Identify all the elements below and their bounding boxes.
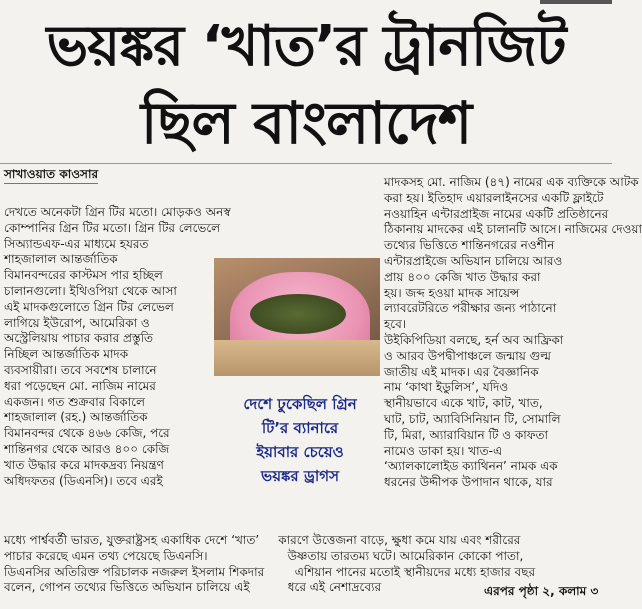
- left-column-line: খাত উদ্ধার করে মাদকদ্রব্য নিয়ন্ত্রণ: [4, 457, 164, 472]
- pull-quote: [220, 392, 380, 488]
- bottom-line: ডিএনসির অতিরিক্ত পরিচালক নজরুল ইসলাম শিকদার এশিয়ান পানের মতোই স্থানীয়দের মধ্যে হাজার বছর: [4, 564, 536, 579]
- left-column-line: বিমানবন্দর থেকে ৪৬৬ কেজি, পরে: [4, 426, 170, 441]
- bottom-line: মধ্যে পার্শ্ববর্তী ভারত, যুক্তরাষ্ট্রসহ একাধিক দেশে ‘খাত’ কারণে উত্তেজনা বাড়ে, ক্ষুধা কমে যায় এবং শরীরের: [4, 533, 521, 547]
- headline-line-2: ছিল বাংলাদেশ: [140, 89, 472, 157]
- right-column-line: হবে।: [384, 317, 407, 332]
- left-column-line: অধিদফতর (ডিএনসি)। তবে এরই: [4, 473, 163, 488]
- seized-drugs-photo: [214, 258, 380, 376]
- headline-divider: [0, 163, 612, 164]
- left-column-line: ধরা পড়েছেন মো. নাজিম নামের: [4, 378, 156, 393]
- left-column-line: শাহজালাল (রহ.) আন্তর্জাতিক: [4, 410, 148, 425]
- pull-quote-line: দেশে ঢুকেছিল গ্রিন: [243, 395, 357, 413]
- right-column-line: হয়। জব্দ হওয়া মাদক সায়েন্স: [384, 285, 520, 300]
- left-column: [4, 205, 231, 489]
- right-column-line: নাম ‘কাথা ইডুলিস’, যদিও: [384, 380, 509, 395]
- pull-quote-line: টি’র ব্যানারে: [261, 419, 339, 437]
- byline: সাখাওয়াত কাওসার: [4, 166, 98, 184]
- left-column-line: শান্তিনগর থেকে আরও ৪০০ কেজি: [4, 441, 170, 456]
- left-column-line: এই মাদকগুলোতে গ্রিন টির লেভেল: [4, 299, 174, 314]
- right-column-line: এন্টারপ্রাইজে অভিযান চালিয়ে আরও: [384, 253, 563, 268]
- left-column-line: দেখতে অনেকটা গ্রিন টির মতো। মোড়কও অনস্ব: [4, 205, 231, 219]
- right-column-line: তথ্যের ভিত্তিতে শান্তিনগরের নওশীন: [384, 238, 555, 253]
- left-column-line: চালানগুলো। ইথিওপিয়া থেকে আসা: [4, 283, 177, 298]
- right-column-line: জাতীয় এই মাদক। এর বৈজ্ঞানিক: [384, 364, 539, 379]
- right-column-line: ঘাট, চাট, অ্যাবিসিনিয়ান টি, সোমালি: [384, 411, 561, 426]
- carton-box-shape: [214, 340, 380, 376]
- bottom-line: বলেন, গোপন তথ্যের ভিত্তিতে অভিযান চালিয়ে এই ধরে এই নেশাদ্রব্যের: [4, 580, 382, 595]
- left-column-line: অস্ট্রেলিয়ায় পাচার করার প্রস্তুতি: [4, 331, 154, 346]
- top-edge-strip: [540, 0, 612, 4]
- bottom-line: পাচার করেছে এমন তথ্য পেয়েছে ডিএনসি। উষ্ণতায় তারতম্য ঘটে। আমেরিকান কোকো পাতা,: [4, 548, 524, 563]
- right-column-line: ধরনের উদ্দীপক উপাদান থাকে, যার: [384, 475, 553, 490]
- right-column-line: ‘অ্যালকালোইড ক্যাথিনন’ নামক এক: [384, 459, 558, 474]
- right-column-line: প্রায় ৪০০ কেজি খাত উদ্ধার করা: [384, 269, 541, 284]
- pull-quote-line: ইয়াবার চেয়েও: [256, 443, 344, 461]
- right-column-line: মাদকসহ মো. নাজিম (৪৭) নামের এক ব্যক্তিকে আটক: [384, 175, 639, 189]
- right-column-line: নওয়াহিন এন্টারপ্রাইজ নামের একটি প্রতিষ্ঠানের: [384, 206, 609, 221]
- right-column-line: করা হয়। ইতিহাদ এয়ারলাইনসের একটি ফ্লাইটে: [384, 190, 604, 205]
- right-column-line: ও আরব উপদ্বীপাঞ্চলে জন্মায় গুল্ম: [384, 348, 551, 363]
- left-column-line: বিমানবন্দরের কাস্টমস পার হচ্ছিল: [4, 268, 163, 283]
- right-column-line: ঠিকানায় মাদকের এই চালানটি আসে। নাজিমের দেওয়া: [384, 222, 642, 237]
- headline-line-1: ভয়ঙ্কর ‘খাত’র ট্রানজিট: [46, 14, 566, 79]
- left-column-line: কোম্পানির গ্রিন টির মতো। গ্রিন টির লেভেলে: [4, 220, 221, 235]
- left-column-line: শাহজালাল আন্তর্জাতিক: [4, 252, 118, 267]
- left-column-line: একজন। গত শুক্রবার বিকালে: [4, 394, 145, 409]
- jump-line: এরপর পৃষ্ঠা ২, কলাম ৩: [484, 584, 599, 598]
- pull-quote-line: ভয়ঙ্কর ড্রাগস: [261, 467, 339, 485]
- left-column-line: ব্যবসায়ীরা। তবে সবশেষ চালানে: [4, 362, 157, 377]
- right-column-line: উইকিপিডিয়া বলছে, হর্ন অব আফ্রিকা: [384, 332, 564, 347]
- right-column-line: নামেও ডাকা হয়। খাত-এ: [384, 443, 503, 458]
- left-column-line: লাগিয়ে ইউরোপ, আমেরিকা ও: [4, 315, 150, 330]
- right-column-line: ল্যাবরেটরিতে পরীক্ষার জন্য পাঠানো: [384, 301, 557, 316]
- left-column-line: নিচ্ছিল আন্তর্জাতিক মাদক: [4, 347, 129, 362]
- khat-leaves-shape: [250, 294, 346, 334]
- left-column-line: সিঅ্যান্ডএফ-এর মাধ্যমে হযরত: [4, 236, 149, 251]
- right-column-line: টি, মিরা, অ্যারাবিয়ান টি ও কাফতা: [384, 427, 549, 442]
- right-column-line: স্থানীয়ভাবে একে খাট, কাট, খাত,: [384, 396, 543, 411]
- right-column: [384, 175, 642, 491]
